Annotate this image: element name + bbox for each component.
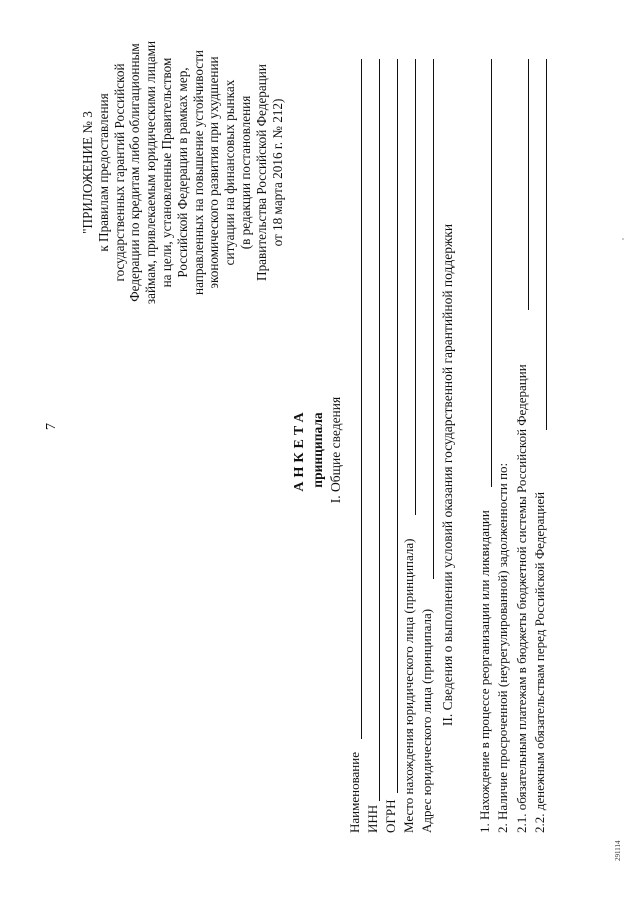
appendix-line: (в редакции постановления: [237, 95, 253, 250]
section-2-heading: II. Сведения о выполнении условий оказания государственной гарантийной поддержки: [440, 223, 455, 727]
appendix-line: Российской Федерации в рамках мер,: [174, 67, 190, 278]
form-title: АНКЕТА: [292, 408, 307, 492]
appendix-line: к Правилам предоставления: [95, 93, 111, 252]
appendix-line: от 18 марта 2016 г. № 212): [269, 98, 285, 247]
appendix-line: направленных на повышение устойчивости: [190, 50, 206, 295]
item-line-federal-obligations[interactable]: [546, 59, 547, 430]
item-overdue-debt: 2. Наличие просроченной (неурегулированной) задолженности по:: [495, 462, 510, 833]
appendix-line: займам, привлекаемым юридическими лицами: [143, 40, 159, 305]
field-line-location[interactable]: [415, 59, 416, 515]
item-line-budget-payments[interactable]: [528, 59, 529, 310]
appendix-line: государственных гарантий Российской: [111, 63, 127, 282]
appendix-header: [80, 0, 285, 345]
appendix-line: Правительства Российской Федерации: [253, 64, 269, 281]
item-reorganization: 1. Нахождение в процессе реорганизации или ликвидации: [477, 510, 492, 833]
field-label-ogrn: ОГРН: [383, 799, 398, 833]
field-label-inn: ИНН: [365, 804, 380, 833]
field-label-name: Наименование: [347, 752, 362, 833]
item-budget-payments: 2.1. обязательным платежам в бюджеты бюджетной системы Российской Федерации: [514, 364, 529, 833]
field-line-ogrn[interactable]: [397, 59, 398, 793]
page-number: 7: [44, 423, 59, 430]
field-line-name[interactable]: [361, 59, 362, 739]
field-label-location: Место нахождения юридического лица (принципала): [401, 538, 416, 833]
footer-code: 291114: [614, 840, 622, 861]
section-1-heading: I. Общие сведения: [328, 396, 343, 504]
field-line-address[interactable]: [433, 59, 434, 579]
form-subtitle: принципала: [310, 412, 325, 488]
appendix-line: ситуации на финансовых рынках: [222, 79, 238, 266]
appendix-line: "ПРИЛОЖЕНИЕ № 3: [80, 111, 95, 234]
scan-speck: [622, 238, 624, 240]
field-line-inn[interactable]: [379, 59, 380, 801]
item-federal-obligations: 2.2. денежным обязательствам перед Российской Федерацией: [532, 491, 547, 833]
appendix-line: Федерации по кредитам либо облигационным: [127, 43, 143, 302]
item-line-reorganization[interactable]: [491, 59, 492, 487]
appendix-line: на цели, установленные Правительством: [158, 57, 174, 288]
appendix-line: экономического развития при ухудшении: [206, 56, 222, 289]
field-label-address: Адрес юридического лица (принципала): [419, 608, 434, 833]
